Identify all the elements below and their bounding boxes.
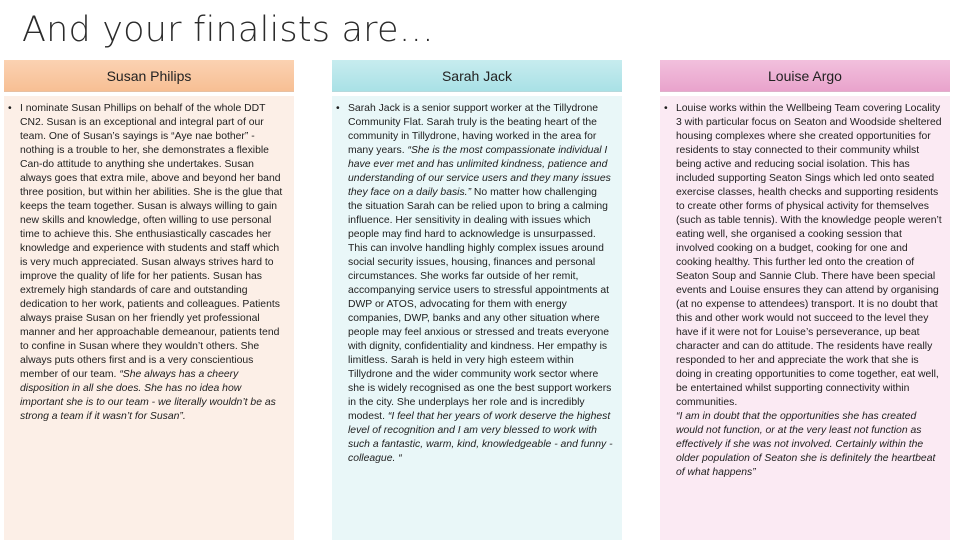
page-title: And your finalists are… — [22, 10, 434, 50]
nomination-text: Louise works within the Wellbeing Team covering Locality 3 with particular focus on Seaton and Woodside sheltered housing complexes where she created opportunities for residents to stay connected to their community whilst being active and reducing social isolation. This has included supporting Seaton Sings which led onto seated exercise classes, health checks and supporting residents to create other forms of physical activity for themselves (such as table tennis). With the knowledge people weren’t eating well, she organised a cooking session that involved cooking on a budget, cooking for one and cooking healthy. This further led onto the creation of Seaton Soup and Sannie Club. There have been special events and Louise ensures they can attend by organising (at no expense to attendees) transport. It is no doubt that this and other work would not succeed to the level they have if it were not for Louise’s perseverance, up beat character and can do attitude. The residents have really responded to her and appreciate the work that she is doing in creating opportunities to come together, eat well, be entertained whilst supporting connectivity within communities. — [676, 103, 942, 408]
finalist-card-susan — [4, 60, 294, 540]
nomination-paragraph — [664, 102, 942, 480]
finalist-name-header: Louise Argo — [660, 60, 950, 92]
nomination-quote: “She is the most compassionate individual I have ever met and has unlimited kindness, patience and understanding of our service users and they many issues they face on a daily basis.” — [348, 145, 611, 198]
nomination-text: I nominate Susan Phillips on behalf of the whole DDT CN2. Susan is an exceptional and integral part of our team. One of Susan’s sayings is “Aye nae bother” - nothing is a trouble to her, she demonstrates a flexible Can-do attitude to anything she undertakes. Susan always goes that extra mile, above and beyond her band three position, but within her abilities. She is the glue that keeps the team together. Susan is always willing to gain new skills and knowledge, often willing to use personal time to achieve this. She enthusiastically cascades her knowledge and experience with students and staff which is very much appreciated. Susan always strives hard to improve the quality of life for her patients. Susan has extremely high standards of care and outstanding dedication to her work, patients and colleagues. Patients always praise Susan on her friendly yet professional manner and her approachable demeanour, patients tend to confine in Susan where they wouldn’t others. She always puts others first and is a very conscientious member of our team. — [20, 103, 283, 380]
bullet-icon: • — [8, 103, 12, 114]
nomination-text-box — [4, 96, 294, 540]
nomination-quote: “I am in doubt that the opportunities she has created would not function, or at the very least not function as effectively if she was not involved. Certainly within the older population of Seaton she is definitely the heartbeat of what happens” — [676, 411, 936, 478]
bullet-icon: • — [664, 103, 668, 114]
nomination-text-box — [660, 96, 950, 540]
finalist-name-header: Sarah Jack — [332, 60, 622, 92]
nomination-text-continued: No matter how challenging the situation Sarah can be relied upon to bring a calming influence. Her sensitivity in dealing with issues which people may find hard to acknowledge is unsurpassed. This can involve handling highly complex issues around social security issues, housing, finances and personal circumstances. She works far outside of her remit, accompanying service users to stressful appointments at DWP or ATOS, advocating for them with energy companies, DWP, banks and any other situation where people may feel anxious or stressed and treats everyone with dignity, confidentiality and kindness. Her empathy is limitless. Sarah is held in very high esteem within Tillydrone and the wider community work sector where she is widely recognised as one the best support workers in the city. She underplays her role and is incredibly modest. — [348, 187, 612, 422]
finalist-card-louise — [660, 60, 950, 540]
nomination-text: Sarah Jack is a senior support worker at the Tillydrone Community Flat. Sarah truly is the beating heart of the community in Tillydrone, having worked in the area for many years. — [348, 103, 599, 156]
bullet-icon: • — [336, 103, 340, 114]
nomination-paragraph — [8, 102, 286, 424]
finalist-card-sarah — [332, 60, 622, 540]
nomination-paragraph — [336, 102, 614, 466]
nomination-quote: “She always has a cheery disposition in all she does. She has no idea how important she is to our team - we literally wouldn’t be as strong a team if it wasn’t for Susan”. — [20, 369, 276, 422]
finalist-name-header: Susan Philips — [4, 60, 294, 92]
nomination-text-box — [332, 96, 622, 540]
nomination-quote-closing: “I feel that her years of work deserve the highest level of recognition and I am very blessed to work with such a fantastic, warm, kind, knowledgeable - and funny - colleague. “ — [348, 411, 613, 464]
